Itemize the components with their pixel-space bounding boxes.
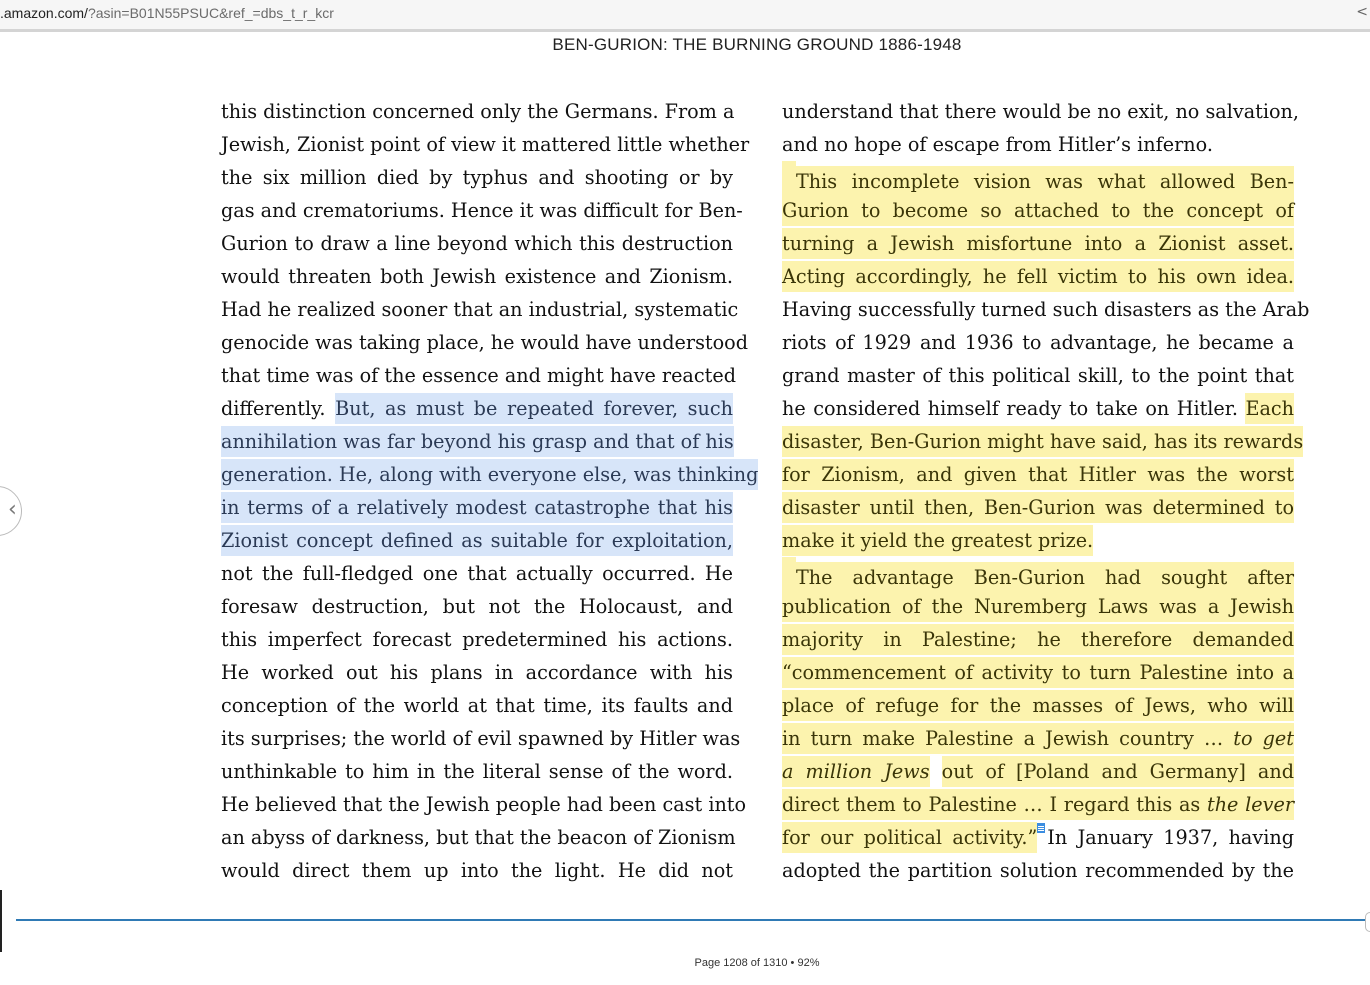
text-segment[interactable]: unthinkable to him in the literal sense of the word. [221,760,733,783]
left-edge-bar [0,890,2,952]
text-segment[interactable]: an abyss of darkness, but that the beacon of Zionism [221,826,736,849]
text-line[interactable] [782,491,1294,524]
highlighted-text[interactable]: the lever [1207,789,1294,820]
text-line[interactable] [221,425,733,458]
text-segment[interactable]: and no hope of escape from Hitler’s inferno. [782,133,1213,156]
text-line[interactable] [782,392,1294,425]
highlighted-text[interactable]: for Zionism, and given that Hitler was the worst [782,459,1294,490]
separator-dot: • [790,957,795,969]
text-line[interactable] [221,128,750,161]
left-page-column [221,95,759,887]
highlighted-text[interactable]: direct them to Palestine … I regard this as [782,789,1207,820]
text-segment[interactable] [930,756,942,787]
text-line[interactable] [221,689,733,722]
highlighted-text[interactable]: Gurion to become so attached to the concept of [782,195,1294,226]
url-host: .amazon.com/ [0,5,88,21]
highlighted-text[interactable]: place of refuge for the masses of Jews, who will [782,690,1294,721]
highlighted-text[interactable]: Acting accordingly, he fell victim to his own idea. [782,261,1294,292]
text-segment[interactable]: differently. [221,397,336,420]
text-line[interactable] [782,623,1294,656]
text-segment[interactable]: not the full-fledged one that actually occurred. He [221,562,733,585]
text-segment[interactable]: adopted the partition solution recommended by the [782,859,1294,882]
text-line[interactable] [221,656,733,689]
text-segment[interactable]: He worked out his plans in accordance with his [221,661,733,684]
text-line[interactable] [221,722,741,755]
text-line[interactable] [782,722,1294,755]
text-segment[interactable]: this distinction concerned only the Germans. From a [221,100,735,123]
highlighted-text[interactable]: annihilation was far beyond his grasp and that of his [221,426,734,457]
highlighted-text[interactable]: make it yield the greatest prize. [782,525,1093,556]
text-line[interactable] [782,689,1294,722]
text-line[interactable] [221,227,733,260]
text-line[interactable] [221,326,749,359]
text-line[interactable] [221,590,733,623]
text-line[interactable] [782,194,1294,227]
highlighted-text[interactable]: This incomplete vision was what allowed Ben- [796,166,1294,197]
text-line[interactable] [782,128,1294,161]
text-line[interactable] [221,524,733,557]
right-page-column [782,95,1310,887]
highlighted-text[interactable]: for our political activity.” [782,822,1037,853]
text-line[interactable] [221,788,747,821]
text-segment[interactable]: He believed that the Jewish people had been cast into [221,793,747,816]
text-line[interactable] [782,854,1294,887]
highlighted-text[interactable]: out of [Poland and Germany] and [942,756,1294,787]
highlighted-text[interactable]: generation. He, along with everyone else, was thinking [221,459,758,490]
highlighted-text[interactable]: disaster until then, Ben-Gurion was determined to [782,492,1294,523]
text-line[interactable] [221,623,733,656]
text-line[interactable] [782,293,1310,326]
text-segment[interactable]: conception of the world at that time, its faults and [221,694,733,717]
text-line[interactable] [782,524,1294,557]
text-line[interactable] [782,656,1294,689]
text-segment[interactable]: Jewish, Zionist point of view it mattered little whether [221,133,750,156]
page-location [0,957,1370,969]
percent-read: 92% [797,957,820,969]
text-line[interactable] [782,359,1294,392]
text-line[interactable] [782,326,1294,359]
page-number: Page 1208 of 1310 [694,957,788,969]
highlighted-text[interactable]: But, as must be repeated forever, such [335,393,733,424]
highlighted-text[interactable]: majority in Palestine; he therefore demanded [782,624,1294,655]
highlighted-text[interactable]: in turn make Palestine a Jewish country … [782,723,1233,754]
text-segment[interactable]: Gurion to draw a line beyond which this destruction [221,232,733,255]
highlighted-text[interactable]: to get [1233,723,1294,754]
text-line[interactable] [221,458,759,491]
text-segment[interactable]: this imperfect forecast predetermined his actions. [221,628,733,651]
text-line[interactable] [782,161,1294,194]
text-segment[interactable]: genocide was taking place, he would have understood [221,331,749,354]
highlighted-text[interactable]: Each [1245,393,1294,424]
text-line[interactable] [221,359,736,392]
previous-page-button[interactable] [0,486,22,536]
text-line[interactable] [221,854,733,887]
text-line[interactable] [782,590,1294,623]
url-path: ?asin=B01N55PSUC&ref_=dbs_t_r_kcr [87,5,334,21]
text-line[interactable] [221,95,733,128]
text-segment[interactable]: riots of 1929 and 1936 to advantage, he became a [782,331,1294,354]
text-segment[interactable]: gas and crematoriums. Hence it was difficult for Ben- [221,199,743,222]
progress-handle[interactable] [1365,912,1370,932]
highlighted-text[interactable]: The advantage Ben-Gurion had sought after [796,562,1294,593]
reading-progress-bar[interactable] [16,919,1366,921]
text-segment[interactable]: that time was of the essence and might have reacted [221,364,736,387]
book-title: BEN-GURION: THE BURNING GROUND 1886-1948 [552,35,962,54]
text-segment[interactable]: grand master of this political skill, to the point that [782,364,1294,387]
browser-address-bar[interactable] [0,0,1370,32]
text-segment[interactable]: understand that there would be no exit, no salvation, [782,100,1300,123]
text-line[interactable] [221,821,736,854]
text-segment[interactable]: its surprises; the world of evil spawned by Hitler was [221,727,741,750]
text-segment[interactable]: foresaw destruction, but not the Holocaust, and [221,595,733,618]
text-line[interactable] [221,260,733,293]
text-line[interactable] [782,821,1294,854]
text-line[interactable] [221,194,743,227]
text-segment[interactable]: he considered himself ready to take on Hitler. [782,397,1246,420]
url-text[interactable] [0,5,334,21]
highlighted-text[interactable]: publication of the Nuremberg Laws was a Jewish [782,591,1294,622]
text-line[interactable] [782,458,1294,491]
text-line[interactable] [782,755,1294,788]
highlighted-text[interactable]: turning a Jewish misfortune into a Zionist asset. [782,228,1294,259]
chevron-left-icon: ‹ [8,497,17,522]
share-icon[interactable]: < [1356,4,1368,20]
text-line[interactable] [221,392,733,425]
highlighted-text[interactable]: disaster, Ben-Gurion might have said, has its rewards [782,426,1303,457]
text-line[interactable] [221,293,739,326]
text-line[interactable] [782,788,1294,821]
text-segment[interactable]: Had he realized sooner that an industrial, systematic [221,298,739,321]
text-segment[interactable]: would threaten both Jewish existence and Zionism. [221,265,733,288]
highlighted-text[interactable]: in terms of a relatively modest catastrophe that his [221,492,733,523]
text-line[interactable] [221,491,733,524]
text-segment[interactable]: Having successfully turned such disasters as the Arab [782,298,1310,321]
text-segment[interactable]: would direct them up into the light. He did not [221,859,733,882]
text-line[interactable] [782,227,1294,260]
text-line[interactable] [782,95,1300,128]
text-line[interactable] [221,755,733,788]
highlighted-text[interactable]: “commencement of activity to turn Palestine into a [782,657,1294,688]
text-line[interactable] [782,260,1294,293]
highlighted-text[interactable]: a million Jews [782,756,930,787]
text-line[interactable] [782,425,1304,458]
text-segment[interactable]: the six million died by typhus and shooting or by [221,166,733,189]
text-segment[interactable]: In January 1937, having [1047,826,1294,849]
text-line[interactable] [782,557,1294,590]
note-icon[interactable] [1037,823,1045,833]
text-line[interactable] [221,161,733,194]
highlighted-text[interactable]: Zionist concept defined as suitable for exploitation, [221,525,733,556]
text-line[interactable] [221,557,733,590]
